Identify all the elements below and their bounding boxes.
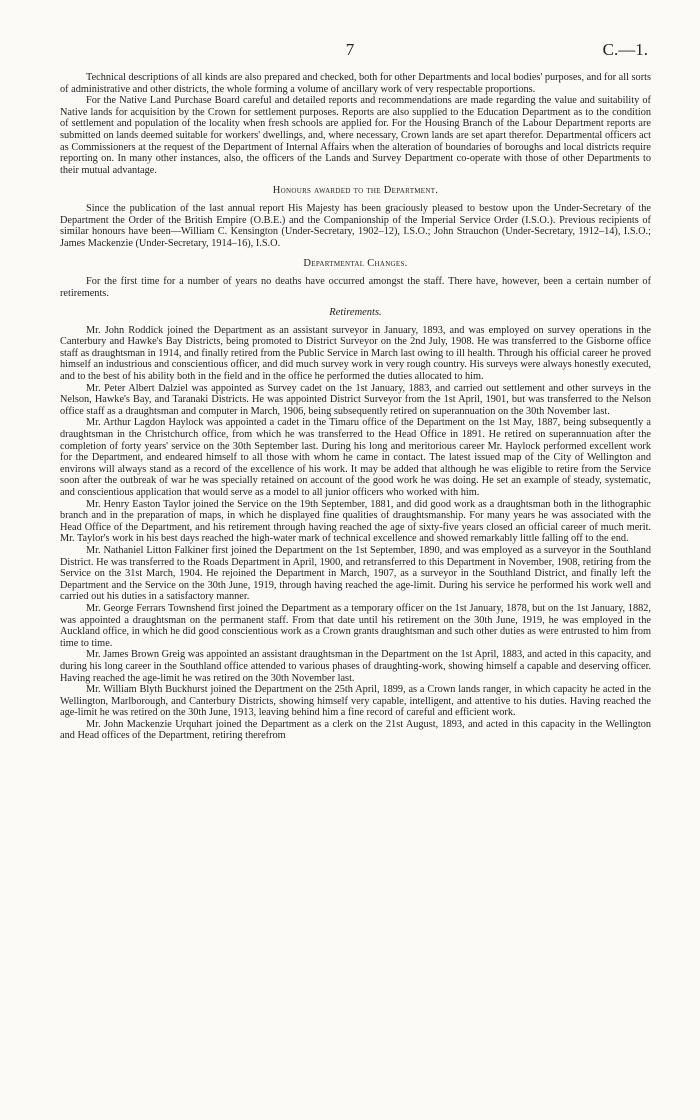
changes-paragraph: For the first time for a number of years no deaths have occurred amongst the staff. There have, however, been a certain number of retirements. [60,275,651,299]
body-text [60,72,651,742]
retirement-paragraph: Mr. Peter Albert Dalziel was appointed as Survey cadet on the 1st January, 1883, and carried out settlement and other surveys in the Nelson, Hawke's Bay, and Taranaki Districts. He was appointed District Surveyor from the 1st April, 1901, but was transferred to the Nelson office staff as a draughtsman and computer in March, 1906, being subsequently retired on superannuation on the 30th November last. [60,382,651,417]
retirement-paragraph: Mr. Nathaniel Litton Falkiner first joined the Department on the 1st September, 1890, and was employed as a surveyor in the Southland District. He was transferred to the Roads Department in April, 1900, and retransferred to this Department in November, 1908, retiring from the Service on the 31st March, 1904. He rejoined the Department in March, 1907, as a surveyor in the Southland District, and finally left the Department and the Service on the 30th June, 1919, through having reached the age-limit. During his service he performed his work well and carried out his duties in a satisfactory manner. [60,544,651,603]
intro-paragraph: For the Native Land Purchase Board careful and detailed reports and recommendations are made regarding the value and suitability of Native lands for acquisition by the Crown for settlement purposes. Reports are also supplied to the Education Department as to the condition of settlement and population of the locality when fresh schools are applied for. For the Housing Branch of the Labour Department reports are submitted on lands deemed suitable for workers' dwellings, and, where necessary, Crown lands are set apart therefor. Departmental officers act as Commissioners at the request of the Department of Internal Affairs when the alteration of boundaries of boroughs and local districts require reporting on. In many other instances, also, the officers of the Lands and Survey Department co-operate with those of other Departments to their mutual advantage. [60,95,651,176]
retirement-paragraph: Mr. James Brown Greig was appointed an assistant draughtsman in the Department on the 1st April, 1883, and acted in this capacity, and during his long career in the Southland office attended to various phases of draughting-work, showing himself a capable and deserving officer. Having reached the age-limit he was retired on the 30th November last. [60,649,651,684]
intro-paragraph: Technical descriptions of all kinds are also prepared and checked, both for other Departments and local bodies' purposes, and for all sorts of administrative and other districts, the whole forming a volume of ancillary work of very respectable proportions. [60,72,651,95]
retirement-paragraph: Mr. John Roddick joined the Department as an assistant surveyor in January, 1893, and was employed on survey operations in the Canterbury and Hawke's Bay Districts, being promoted to District Surveyor on the 2nd July, 1908. He was transferred to the Gisborne office staff as draughtsman in 1914, and finally retired from the Public Service in March last owing to ill health. Through his official career he proved himself an industrious and conscientious officer, and did much survey work in very rough country. His surveys were always honestly executed, and to the best of his ability both in the field and in the office he performed the duties allocated to him. [60,324,651,383]
honours-paragraph: Since the publication of the last annual report His Majesty has been graciously pleased to bestow upon the Under-Secretary of the Department the Order of the British Empire (O.B.E.) and the Companionship of the Imperial Service Order (I.S.O.). Previous recipients of similar honours have been—William C. Kensington (Under-Secretary, 1902–12), I.S.O.; John Strauchon (Under-Secretary, 1912–14), I.S.O.; James Mackenzie (Under-Secretary, 1914–16), I.S.O. [60,202,651,249]
retirement-paragraph: Mr. William Blyth Buckhurst joined the Department on the 25th April, 1899, as a Crown lands ranger, in which capacity he acted in the Wellington, Marlborough, and Canterbury Districts, showing himself very capable, intelligent, and attentive to his duties. Having reached the age-limit he was retired on the 30th June, 1913, leaving behind him a fine record of careful and efficient work. [60,684,651,719]
subheading-retirements: Retirements. [329,307,382,319]
retirement-paragraph: Mr. Arthur Lagdon Haylock was appointed a cadet in the Timaru office of the Department on the 1st May, 1887, being subsequently a draughtsman in the Christchurch office, from which he was transferred to the Head Office in 1891. He retired on superannuation after the completion of forty years' service on the 30th September last. During his long and meritorious career Mr. Haylock performed excellent work for the Department, and endeared himself to all those with whom he came in contact. The latest issued map of the City of Wellington and environs will always stand as a record of the excellence of his work. It may be added that although he was eligible to retire from the Service soon after the outbreak of war he was specially retained on account of the good work he was doing. He set an example of steady, systematic, and conscientious application that would serve as a model to all junior officers who worked with him. [60,417,651,498]
section-heading-honours: Honours awarded to the Department. [272,185,439,197]
retirement-paragraph: Mr. George Ferrars Townshend first joined the Department as a temporary officer on the 1st January, 1878, but on the 1st January, 1882, was appointed a draughtsman on the permanent staff. From that date until his retirement on the 30th June, 1919, he was employed in the Auckland office, in which he did good conscientious work as a Crown grants draughtsman and such other duties as were entrusted to him from time to time. [60,602,651,649]
section-heading-departmental-changes: Departmental Changes. [303,258,408,270]
page-number: 7 [345,40,355,59]
retirement-paragraph: Mr. Henry Easton Taylor joined the Service on the 19th September, 1881, and did good work as a draughtsman both in the lithographic branch and in the preparation of maps, in which he displayed fine qualities of draughtsmanship. For many years he was associated with the Head Office of the Department, and his retirement through having reached the age of sixty-five years closed an official career of much merit. Mr. Taylor's work in his best days reached the high-water mark of technical excellence and showed remarkably little falling off to the end. [60,498,651,545]
document-reference: C.—1. [602,40,648,59]
retirement-paragraph: Mr. John Mackenzie Urquhart joined the Department as a clerk on the 21st August, 1893, and acted in this capacity in the Wellington and Head offices of the Department, retiring therefrom [60,718,651,742]
